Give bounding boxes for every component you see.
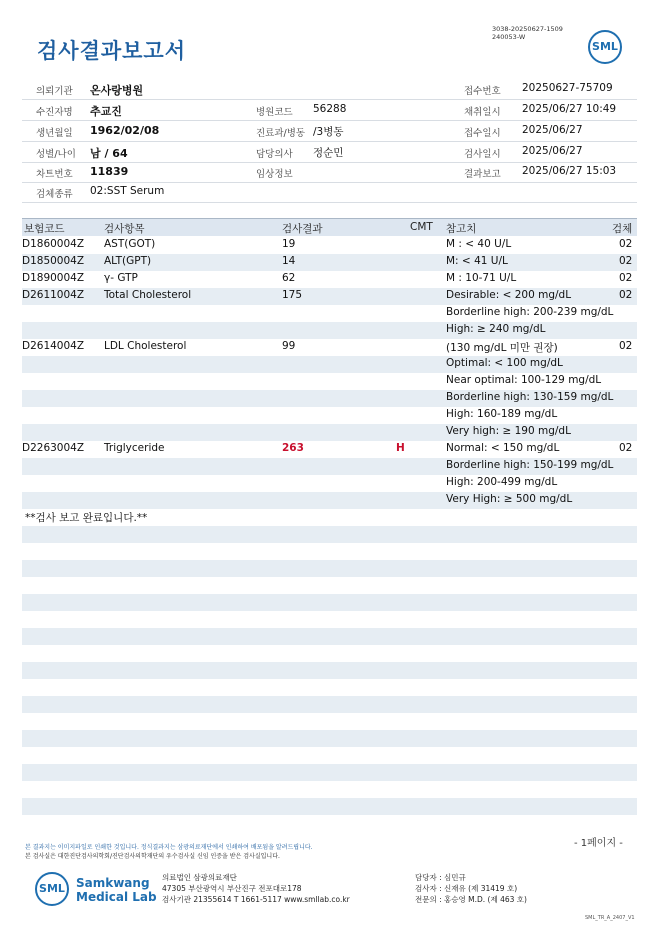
info-label: 진료과/병동 bbox=[256, 128, 306, 139]
result-cell: 263 bbox=[282, 442, 304, 454]
reference-cell: (130 mg/dL 미만 권장) bbox=[446, 342, 558, 354]
specimen-cell: 02 bbox=[619, 255, 633, 267]
info-row bbox=[22, 162, 637, 183]
test-item-cell: Total Cholesterol bbox=[104, 289, 192, 301]
specimen-cell: 02 bbox=[619, 238, 633, 250]
reference-cell: Desirable: < 200 mg/dL bbox=[446, 289, 572, 301]
table-row bbox=[22, 424, 637, 441]
footer-org-info bbox=[162, 872, 350, 905]
blank-row bbox=[22, 628, 637, 645]
insurance-code-cell: D1860004Z bbox=[22, 238, 85, 250]
info-value: 2025/06/27 bbox=[522, 124, 583, 136]
reference-cell: Optimal: < 100 mg/dL bbox=[446, 357, 563, 369]
info-value: 2025/06/27 bbox=[522, 145, 583, 157]
info-label: 담당의사 bbox=[256, 149, 293, 160]
info-value: 추교진 bbox=[90, 105, 122, 118]
info-label: 결과보고 bbox=[464, 169, 501, 180]
test-item-cell: ALT(GPT) bbox=[104, 255, 152, 267]
info-value: 11839 bbox=[90, 165, 129, 178]
staff-line: 검사자 : 신재유 (제 31419 호) bbox=[415, 884, 518, 893]
staff-line: 담당자 : 심민규 bbox=[415, 873, 466, 882]
completion-message: **검사 보고 완료입니다.** bbox=[25, 512, 148, 524]
col-result: 검사결과 bbox=[282, 223, 323, 235]
table-row bbox=[22, 356, 637, 373]
org-contact: 검사기관 21355614 T 1661-5117 www.smllab.co.kr bbox=[162, 895, 350, 904]
blank-row bbox=[22, 730, 637, 747]
insurance-code-cell: D1890004Z bbox=[22, 272, 85, 284]
specimen-cell: 02 bbox=[619, 340, 633, 352]
test-item-cell: γ- GTP bbox=[104, 272, 138, 284]
info-row bbox=[22, 100, 637, 121]
form-id: SML_TR_A_2407_V1 bbox=[585, 915, 635, 921]
brand-line: Medical Lab bbox=[76, 890, 157, 904]
test-item-cell: AST(GOT) bbox=[104, 238, 156, 250]
reference-cell: Borderline high: 150-199 mg/dL bbox=[446, 459, 614, 471]
footnote: 본 결과지는 이미지파일로 인쇄한 것입니다. 정식결과지는 삼광의료재단에서 인쇄하여 배포됨을 알려드립니다. bbox=[25, 844, 313, 851]
insurance-code-cell: D2263004Z bbox=[22, 442, 85, 454]
footnote: 본 검사실은 대한진단검사의학회/진단검사의학재단의 우수검사실 신임 인증을 받은 검사실입니다. bbox=[25, 853, 280, 860]
info-row bbox=[22, 142, 637, 163]
blank-row bbox=[22, 696, 637, 713]
reference-cell: M: < 41 U/L bbox=[446, 255, 508, 267]
blank-row bbox=[22, 594, 637, 611]
col-cmt: CMT bbox=[410, 221, 433, 233]
table-row bbox=[22, 407, 637, 424]
reference-cell: High: 160-189 mg/dL bbox=[446, 408, 558, 420]
test-item-cell: Triglyceride bbox=[104, 442, 165, 454]
blank-row bbox=[22, 764, 637, 781]
col-test-item: 검사항목 bbox=[104, 223, 145, 235]
results-table-header bbox=[22, 218, 637, 236]
reference-cell: Very high: ≥ 190 mg/dL bbox=[446, 425, 571, 437]
table-row bbox=[22, 458, 637, 475]
page-number: - 1페이지 - bbox=[574, 838, 623, 849]
result-cell: 99 bbox=[282, 340, 296, 352]
table-row bbox=[22, 305, 637, 322]
specimen-cell: 02 bbox=[619, 442, 633, 454]
info-value: 20250627-75709 bbox=[522, 82, 613, 94]
info-label: 검체종류 bbox=[36, 189, 73, 200]
specimen-cell: 02 bbox=[619, 289, 633, 301]
info-value: 02:SST Serum bbox=[90, 185, 165, 197]
result-cell: 62 bbox=[282, 272, 296, 284]
reference-cell: Near optimal: 100-129 mg/dL bbox=[446, 374, 602, 386]
blank-row bbox=[22, 662, 637, 679]
blank-row bbox=[22, 526, 637, 543]
footer-staff bbox=[415, 872, 527, 905]
info-label: 검사일시 bbox=[464, 149, 501, 160]
info-label: 의뢰기관 bbox=[36, 86, 73, 97]
document-id bbox=[492, 25, 563, 41]
table-row bbox=[22, 475, 637, 492]
flag-cell: H bbox=[396, 442, 405, 454]
result-cell: 19 bbox=[282, 238, 296, 250]
info-label: 병원코드 bbox=[256, 107, 293, 118]
reference-cell: Normal: < 150 mg/dL bbox=[446, 442, 560, 454]
table-row bbox=[22, 390, 637, 407]
blank-row bbox=[22, 560, 637, 577]
info-value: 남 / 64 bbox=[90, 147, 128, 160]
table-row bbox=[22, 271, 637, 288]
reference-cell: High: 200-499 mg/dL bbox=[446, 476, 558, 488]
col-insurance-code: 보험코드 bbox=[24, 223, 65, 235]
info-value: 2025/06/27 10:49 bbox=[522, 103, 617, 115]
info-label: 접수번호 bbox=[464, 86, 501, 97]
insurance-code-cell: D1850004Z bbox=[22, 255, 85, 267]
specimen-cell: 02 bbox=[619, 272, 633, 284]
table-row bbox=[22, 288, 637, 305]
brand-line: Samkwang bbox=[76, 876, 150, 890]
report-title: 검사결과보고서 bbox=[37, 39, 187, 63]
table-row bbox=[22, 492, 637, 509]
reference-cell: High: ≥ 240 mg/dL bbox=[446, 323, 546, 335]
info-row bbox=[22, 182, 637, 203]
info-value: 정순민 bbox=[313, 147, 344, 159]
org-address: 47305 부산광역시 부산진구 전포대로178 bbox=[162, 884, 302, 893]
result-cell: 175 bbox=[282, 289, 303, 301]
table-row bbox=[22, 373, 637, 390]
table-row bbox=[22, 441, 637, 458]
table-row bbox=[22, 237, 637, 254]
info-label: 수진자명 bbox=[36, 107, 73, 118]
reference-cell: M : < 40 U/L bbox=[446, 238, 512, 250]
info-row bbox=[22, 121, 637, 142]
info-value: /3병동 bbox=[313, 126, 344, 138]
test-item-cell: LDL Cholesterol bbox=[104, 340, 187, 352]
org-name: 의료법인 삼광의료재단 bbox=[162, 873, 237, 882]
col-specimen: 검체 bbox=[612, 223, 633, 235]
table-row bbox=[22, 339, 637, 356]
footer-sml-logo: SML bbox=[35, 872, 69, 906]
insurance-code-cell: D2611004Z bbox=[22, 289, 85, 301]
document-id-line: 240053-W bbox=[492, 33, 526, 41]
info-label: 차트번호 bbox=[36, 169, 73, 180]
reference-cell: Very High: ≥ 500 mg/dL bbox=[446, 493, 573, 505]
info-value: 온사랑병원 bbox=[90, 84, 144, 97]
col-reference: 참고치 bbox=[446, 223, 477, 235]
info-value: 1962/02/08 bbox=[90, 124, 160, 137]
info-value: 56288 bbox=[313, 103, 347, 115]
reference-cell: Borderline high: 200-239 mg/dL bbox=[446, 306, 614, 318]
blank-row bbox=[22, 798, 637, 815]
info-label: 생년월일 bbox=[36, 128, 73, 139]
table-row bbox=[22, 254, 637, 271]
table-row bbox=[22, 322, 637, 339]
reference-cell: Borderline high: 130-159 mg/dL bbox=[446, 391, 614, 403]
sml-logo: SML bbox=[588, 30, 622, 64]
info-label: 성별/나이 bbox=[36, 149, 76, 160]
info-label: 임상정보 bbox=[256, 169, 293, 180]
info-row bbox=[22, 79, 637, 100]
result-cell: 14 bbox=[282, 255, 296, 267]
staff-line: 전문의 : 홍승영 M.D. (제 463 호) bbox=[415, 895, 527, 904]
info-label: 접수일시 bbox=[464, 128, 501, 139]
insurance-code-cell: D2614004Z bbox=[22, 340, 85, 352]
reference-cell: M : 10-71 U/L bbox=[446, 272, 517, 284]
brand-name bbox=[76, 876, 157, 904]
info-value: 2025/06/27 15:03 bbox=[522, 165, 617, 177]
document-id-line: 3038-20250627-1509 bbox=[492, 25, 563, 33]
info-label: 채취일시 bbox=[464, 107, 501, 118]
